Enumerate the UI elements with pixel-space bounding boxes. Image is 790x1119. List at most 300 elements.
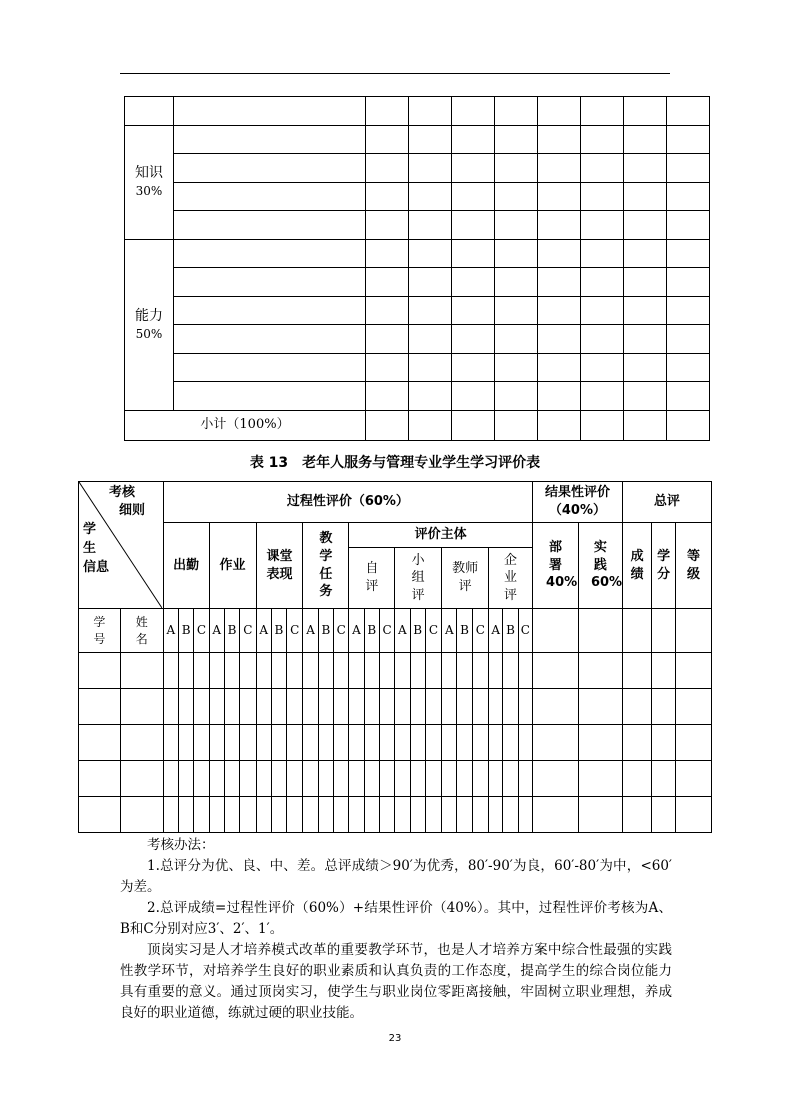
empty-cell (125, 97, 174, 126)
empty-cell (495, 382, 538, 411)
notes-title: 考核办法： (147, 837, 215, 853)
empty-cell (675, 653, 711, 689)
empty-cell (581, 382, 624, 411)
empty-cell (452, 239, 495, 268)
empty-cell (452, 211, 495, 240)
empty-cell (425, 653, 441, 689)
empty-cell (452, 296, 495, 325)
empty-cell (379, 725, 394, 761)
table-row (125, 325, 710, 354)
empty-cell (495, 154, 538, 183)
empty-cell (366, 211, 409, 240)
empty-cell (472, 689, 488, 725)
practice-header: 实践60% (578, 523, 622, 609)
empty-cell (495, 97, 538, 126)
empty-cell (452, 182, 495, 211)
grade-option-cell: A (256, 609, 271, 653)
empty-cell (538, 125, 581, 154)
empty-cell (120, 797, 163, 833)
empty-cell (489, 761, 503, 797)
empty-cell (224, 725, 239, 761)
empty-cell (120, 689, 163, 725)
table-row (125, 268, 710, 297)
empty-cell (366, 353, 409, 382)
empty-cell (256, 689, 271, 725)
empty-cell (518, 761, 532, 797)
empty-cell (174, 97, 366, 126)
class-performance-header: 课堂表现 (256, 523, 303, 609)
empty-cell (538, 382, 581, 411)
empty-cell (303, 797, 318, 833)
empty-cell (318, 761, 333, 797)
empty-cell (334, 761, 349, 797)
empty-cell (224, 761, 239, 797)
empty-cell (538, 353, 581, 382)
corner-label-bottom-3: 信息 (83, 560, 110, 575)
empty-cell (425, 761, 441, 797)
grade-option-cell: B (503, 609, 518, 653)
empty-cell (303, 689, 318, 725)
empty-cell (256, 761, 271, 797)
empty-cell (533, 797, 579, 833)
empty-cell (364, 761, 379, 797)
empty-cell (120, 725, 163, 761)
empty-cell (624, 125, 667, 154)
empty-cell (425, 797, 441, 833)
notes-item-2: 2.总评成绩=过程性评价（60%）+结果性评价（40%）。其中，过程性评价考核为A、B和C分别对应3′、2′、1′。 (120, 900, 672, 937)
empty-cell (489, 797, 503, 833)
table-row (79, 653, 712, 689)
empty-cell (256, 797, 271, 833)
empty-cell (364, 689, 379, 725)
empty-cell (303, 761, 318, 797)
empty-cell (163, 761, 178, 797)
empty-cell (366, 125, 409, 154)
table-row (79, 725, 712, 761)
grade-option-cell: A (209, 609, 224, 653)
empty-cell (578, 725, 622, 761)
empty-cell (366, 97, 409, 126)
empty-cell (495, 268, 538, 297)
grade-option-cell: A (442, 609, 457, 653)
empty-cell (410, 689, 425, 725)
corner-label-bottom-2: 生 (83, 541, 97, 556)
empty-cell (675, 609, 711, 653)
empty-cell (538, 154, 581, 183)
empty-cell (495, 410, 538, 440)
credit-header: 学分 (652, 523, 675, 609)
empty-cell (457, 653, 472, 689)
empty-cell (452, 154, 495, 183)
empty-cell (395, 761, 410, 797)
empty-cell (287, 725, 303, 761)
empty-cell (622, 653, 652, 689)
empty-cell (652, 761, 675, 797)
empty-cell (163, 653, 178, 689)
empty-cell (194, 653, 209, 689)
empty-cell (533, 653, 579, 689)
empty-cell (578, 689, 622, 725)
empty-cell (409, 353, 452, 382)
company-eval-header: 企业评 (489, 548, 533, 609)
empty-cell (452, 125, 495, 154)
empty-cell (489, 653, 503, 689)
empty-cell (457, 761, 472, 797)
empty-cell (581, 211, 624, 240)
empty-cell (578, 653, 622, 689)
empty-cell (495, 239, 538, 268)
empty-cell (457, 689, 472, 725)
table-row (79, 761, 712, 797)
empty-cell (364, 725, 379, 761)
eval-subject-header: 评价主体 (349, 523, 533, 548)
group-label-cell (125, 125, 174, 239)
empty-cell (79, 725, 121, 761)
table-row (125, 382, 710, 411)
empty-cell (209, 797, 224, 833)
student-name-header: 姓名 (120, 609, 163, 653)
empty-cell (667, 182, 710, 211)
empty-cell (581, 268, 624, 297)
grade-option-cell: B (224, 609, 239, 653)
empty-cell (667, 410, 710, 440)
empty-cell (495, 296, 538, 325)
empty-cell (240, 797, 256, 833)
empty-cell (472, 653, 488, 689)
empty-cell (578, 609, 622, 653)
deploy-header: 部署40% (533, 523, 579, 609)
empty-cell (395, 689, 410, 725)
empty-cell (271, 761, 286, 797)
group-label: 能力 (135, 307, 163, 324)
empty-cell (667, 154, 710, 183)
corner-label-bottom-1: 学 (83, 522, 97, 537)
table-caption: 表 13 老年人服务与管理专业学生学习评价表 (249, 455, 541, 471)
empty-cell (120, 761, 163, 797)
empty-cell (163, 689, 178, 725)
empty-cell (174, 382, 366, 411)
grade-option-cell: B (179, 609, 194, 653)
diagonal-header-cell (79, 482, 164, 609)
empty-cell (256, 653, 271, 689)
empty-cell (349, 653, 364, 689)
empty-cell (538, 268, 581, 297)
empty-cell (624, 325, 667, 354)
empty-cell (624, 268, 667, 297)
teaching-task-header: 教学任务 (303, 523, 349, 609)
empty-cell (624, 410, 667, 440)
empty-cell (410, 797, 425, 833)
empty-cell (318, 797, 333, 833)
empty-cell (503, 797, 518, 833)
empty-cell (409, 154, 452, 183)
grade-option-cell: A (395, 609, 410, 653)
empty-cell (194, 761, 209, 797)
empty-cell (518, 725, 532, 761)
empty-cell (240, 653, 256, 689)
table-row (125, 211, 710, 240)
grade-option-cell: B (364, 609, 379, 653)
empty-cell (409, 211, 452, 240)
empty-cell (538, 97, 581, 126)
empty-cell (624, 353, 667, 382)
empty-cell (287, 761, 303, 797)
grade-option-cell: B (271, 609, 286, 653)
grade-option-cell: C (472, 609, 488, 653)
empty-cell (303, 653, 318, 689)
empty-cell (379, 797, 394, 833)
student-id-header: 学号 (79, 609, 121, 653)
empty-cell (366, 382, 409, 411)
assessment-notes (120, 835, 672, 1024)
empty-cell (334, 653, 349, 689)
empty-cell (179, 725, 194, 761)
group-label-cell (125, 239, 174, 410)
empty-cell (174, 268, 366, 297)
empty-cell (209, 653, 224, 689)
table-row (125, 154, 710, 183)
empty-cell (518, 797, 532, 833)
empty-cell (366, 154, 409, 183)
empty-cell (503, 689, 518, 725)
empty-cell (179, 761, 194, 797)
empty-cell (287, 689, 303, 725)
empty-cell (538, 239, 581, 268)
empty-cell (209, 761, 224, 797)
table-row (125, 239, 710, 268)
empty-cell (472, 761, 488, 797)
grade-header: 等级 (675, 523, 711, 609)
empty-cell (495, 125, 538, 154)
empty-cell (409, 382, 452, 411)
empty-cell (495, 325, 538, 354)
empty-cell (79, 689, 121, 725)
page-number: 23 (388, 1033, 402, 1044)
empty-cell (495, 211, 538, 240)
empty-cell (174, 353, 366, 382)
empty-cell (667, 239, 710, 268)
empty-cell (675, 689, 711, 725)
empty-cell (79, 761, 121, 797)
empty-cell (174, 296, 366, 325)
subtotal-row (125, 410, 710, 440)
empty-cell (425, 725, 441, 761)
empty-cell (256, 725, 271, 761)
empty-cell (334, 689, 349, 725)
empty-cell (409, 239, 452, 268)
grade-option-cell: C (518, 609, 532, 653)
empty-cell (379, 689, 394, 725)
table-row (125, 182, 710, 211)
empty-cell (581, 125, 624, 154)
empty-cell (349, 761, 364, 797)
empty-cell (379, 653, 394, 689)
empty-cell (667, 97, 710, 126)
empty-cell (318, 689, 333, 725)
empty-cell (452, 382, 495, 411)
grade-option-cell: C (287, 609, 303, 653)
empty-cell (667, 325, 710, 354)
empty-cell (366, 410, 409, 440)
empty-cell (334, 725, 349, 761)
table-row (79, 797, 712, 833)
evaluation-table (78, 481, 712, 833)
homework-header: 作业 (209, 523, 256, 609)
empty-cell (174, 125, 366, 154)
empty-cell (409, 182, 452, 211)
result-eval-header: 结果性评价（40%） (533, 482, 623, 523)
empty-cell (318, 653, 333, 689)
empty-cell (409, 125, 452, 154)
empty-cell (366, 182, 409, 211)
empty-cell (578, 761, 622, 797)
empty-cell (624, 211, 667, 240)
grade-option-cell: C (379, 609, 394, 653)
empty-cell (457, 797, 472, 833)
empty-cell (271, 689, 286, 725)
empty-cell (538, 296, 581, 325)
empty-cell (174, 211, 366, 240)
empty-cell (366, 239, 409, 268)
grade-option-cell: B (318, 609, 333, 653)
empty-cell (518, 653, 532, 689)
empty-cell (409, 296, 452, 325)
empty-cell (675, 761, 711, 797)
empty-cell (240, 761, 256, 797)
grade-option-cell: A (163, 609, 178, 653)
empty-cell (518, 689, 532, 725)
empty-cell (179, 797, 194, 833)
empty-cell (163, 797, 178, 833)
empty-cell (538, 325, 581, 354)
empty-cell (472, 725, 488, 761)
corner-label-top: 考核 (109, 485, 136, 500)
empty-cell (240, 689, 256, 725)
empty-cell (334, 797, 349, 833)
empty-cell (174, 325, 366, 354)
empty-cell (624, 97, 667, 126)
empty-cell (533, 689, 579, 725)
empty-cell (581, 296, 624, 325)
empty-cell (667, 382, 710, 411)
grade-option-cell: B (457, 609, 472, 653)
grade-option-cell: C (240, 609, 256, 653)
empty-cell (364, 797, 379, 833)
empty-cell (578, 797, 622, 833)
empty-cell (224, 797, 239, 833)
empty-cell (452, 97, 495, 126)
empty-cell (395, 653, 410, 689)
empty-cell (489, 725, 503, 761)
empty-cell (495, 353, 538, 382)
empty-cell (652, 609, 675, 653)
empty-cell (652, 797, 675, 833)
group-eval-header: 小组评 (395, 548, 442, 609)
empty-cell (366, 268, 409, 297)
empty-cell (442, 653, 457, 689)
empty-cell (452, 353, 495, 382)
empty-cell (489, 689, 503, 725)
empty-cell (303, 725, 318, 761)
empty-cell (224, 653, 239, 689)
empty-cell (624, 296, 667, 325)
empty-cell (581, 97, 624, 126)
empty-cell (538, 410, 581, 440)
empty-cell (179, 653, 194, 689)
empty-cell (409, 97, 452, 126)
empty-cell (349, 797, 364, 833)
empty-cell (652, 725, 675, 761)
process-eval-header: 过程性评价（60%） (163, 482, 532, 523)
empty-cell (174, 154, 366, 183)
empty-cell (667, 353, 710, 382)
empty-cell (503, 653, 518, 689)
empty-cell (271, 653, 286, 689)
empty-cell (287, 797, 303, 833)
empty-cell (442, 689, 457, 725)
grade-option-cell: B (410, 609, 425, 653)
empty-cell (349, 689, 364, 725)
empty-cell (622, 689, 652, 725)
empty-cell (271, 797, 286, 833)
table-row (125, 296, 710, 325)
empty-cell (410, 725, 425, 761)
empty-cell (652, 653, 675, 689)
empty-cell (271, 725, 286, 761)
empty-cell (581, 154, 624, 183)
header-rule (120, 73, 670, 74)
grade-option-cell: C (194, 609, 209, 653)
empty-cell (209, 725, 224, 761)
empty-cell (174, 182, 366, 211)
empty-cell (287, 653, 303, 689)
empty-cell (179, 689, 194, 725)
empty-cell (79, 653, 121, 689)
empty-cell (318, 725, 333, 761)
empty-cell (194, 689, 209, 725)
empty-cell (675, 725, 711, 761)
empty-cell (667, 211, 710, 240)
empty-cell (395, 725, 410, 761)
empty-cell (622, 797, 652, 833)
empty-cell (624, 182, 667, 211)
empty-cell (194, 797, 209, 833)
empty-cell (624, 382, 667, 411)
empty-cell (538, 182, 581, 211)
empty-cell (366, 296, 409, 325)
empty-cell (581, 353, 624, 382)
group-percent: 50% (135, 326, 163, 341)
empty-cell (452, 325, 495, 354)
empty-cell (533, 725, 579, 761)
empty-cell (379, 761, 394, 797)
empty-cell (79, 797, 121, 833)
empty-cell (452, 410, 495, 440)
empty-cell (533, 609, 579, 653)
table-row (125, 125, 710, 154)
corner-label-top2: 细则 (119, 502, 146, 518)
empty-cell (622, 761, 652, 797)
empty-cell (425, 689, 441, 725)
empty-cell (174, 239, 366, 268)
empty-cell (442, 761, 457, 797)
empty-cell (224, 689, 239, 725)
empty-cell (652, 689, 675, 725)
continued-table (124, 96, 710, 441)
empty-cell (120, 653, 163, 689)
empty-cell (442, 797, 457, 833)
grade-option-cell: A (349, 609, 364, 653)
